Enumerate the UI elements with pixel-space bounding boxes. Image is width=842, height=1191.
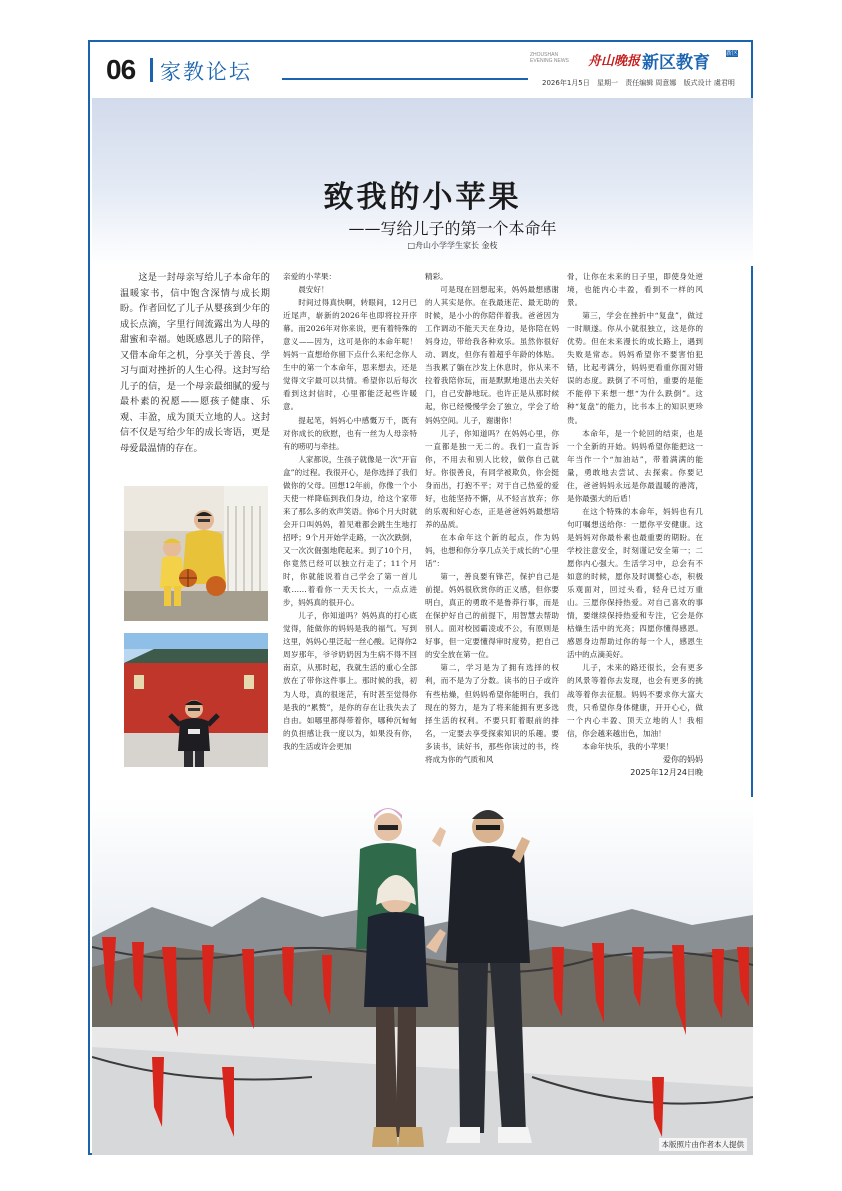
header-rule (282, 78, 528, 80)
paragraph: 时间过得真快啊，转眼间，12月已近尾声，崭新的2026年也即将拉开序幕。而2026年对你来说，更有着特殊的意义——因为，这可是你的本命年呢！妈妈一直想给你留下点什么来纪念你人生中的第一个本命年，思来想去，还是觉得文字最可以共情。希望你以后每次看到这封信时，心里都能泛起些许暖意。 (283, 298, 417, 412)
photo-father-son-basketball (124, 486, 268, 621)
paragraph: 儿子，未来的路还很长，会有更多的风景等着你去发现，也会有更多的挑战等着你去征服。妈妈不要求你大富大贵，只希望你身体健康，开开心心，做一个内心丰盈、顶天立地的人！我相信，你会越来越出色，加油！ (567, 663, 703, 738)
signoff-name: 爱你的妈妈 (663, 754, 703, 764)
paragraph: 本命年，是一个轮回的结束，也是一个全新的开始。妈妈希望你能把这一年当作一个“加油站”，带着满满的能量，勇敢地去尝试、去探索。你要记住，爸爸妈妈永远是你最温暖的港湾，是你最强大的后盾！ (567, 428, 703, 503)
masthead (530, 50, 750, 73)
photo-boy-red-wall (124, 633, 268, 767)
signoff-date: 2025年12月24日晚 (630, 767, 703, 777)
paragraph: 第三，学会在挫折中“复盘”，做过一时顺遂。你从小就很独立，这是你的优势。但在未来漫长的成长路上，遇到失败是常态。妈妈希望你不要害怕犯错，比起考满分，妈妈更看重你面对错误的态度。跌倒了不可怕，重要的是能不能停下来想一想“为什么跌倒”。这种“复盘”的能力，比书本上的知识更珍贵。 (567, 311, 703, 425)
page-header (90, 42, 751, 94)
edition-tag: 新区 (726, 50, 739, 57)
paragraph: 第一，善良要有锋芒，保护自己是前提。妈妈很欣赏你的正义感，但你要明白，真正的勇敢不是鲁莽行事，而是在保护好自己的前提下，用智慧去帮助别人。面对校园霸凌或不公，有原则是好事，但一定要懂得审时度势，把自己的安全放在第一位。 (425, 572, 559, 660)
salutation: 亲爱的小苹果： (283, 272, 337, 281)
article-column-2 (425, 270, 559, 766)
paragraph: 在本命年这个新的起点，作为妈妈，也想和你分享几点关于成长的“心里话”： (425, 532, 559, 569)
header-divider (150, 58, 153, 82)
masthead-english-2: EVENING NEWS (530, 58, 569, 64)
page-frame (88, 40, 753, 1155)
paragraph: 儿子，你知道吗？妈妈真的打心底觉得，能做你的妈妈是我的福气。写到这里，妈妈心里泛起一丝心酸。记得你2周岁那年，爷爷奶奶因为生病不得不回南京，从那时起，我就生活的重心全部放在了带你这件事上。那时候的我，初为人母，真的很迷茫，有时甚至觉得你是我的“累赘”，是你的存在让我失去了自由。如哪里都得带着你，哪种沉甸甸的负担感让我一度以为，如果没有你，我的生活或许会更加 (283, 611, 417, 751)
paragraph: 儿子，你知道吗？在妈妈心里，你一直都是独一无二的。我们一直告诉你，不用去和别人比较，做你自己就好。你很善良，有同学被欺负，你会挺身而出，打抱不平；对于自己热爱的爱好，也能坚持不懈，从不轻言放弃；你的乐观和好心态，正是爸爸妈妈最想培养的品质。 (425, 428, 559, 529)
edition-name: 新区教育 (642, 53, 710, 73)
paragraph: 第二，学习是为了拥有选择的权利，而不是为了分数。读书的日子或许有些枯燥，但妈妈希望你能明白，我们现在的努力，是为了将来能拥有更多选择生活的权利。不要只盯着眼前的排名，一定要去享受探索知识的乐趣。要多读书，读好书，那些你读过的书，终将成为你的气质和风 (425, 663, 559, 764)
paragraph: 在这个特殊的本命年，妈妈也有几句叮嘱想送给你：一愿你平安健康。这是妈妈对你最朴素也最重要的期盼。在学校注意安全，时刻谨记安全第一；二愿你内心强大。生活学习中，总会有不如意的时候，愿你及时调整心态，积极乐观面对，回过头看，轻舟已过万重山。三愿你保持热爱。对自己喜欢的事情，要继续保持热爱和专注，它会是你枯燥生活中的光亮；四愿你懂得感恩。感恩身边帮助过你的每一个人，感恩生活中的点滴美好。 (567, 506, 703, 660)
article-byline: □舟山小学学生家长 金枝 (407, 241, 498, 250)
paragraph: 人家都说，生孩子就像是一次“开盲盒”的过程。我很开心，是你选择了我们做你的父母。回想12年前，你像一个小天使一样降临到我们身边，给这个家带来了那么多的欢声笑语。你6个月大时就会开口叫妈妈，着见难都会跳生生地打招呼；9个月开始学走路，一次次跌倒，又一次次倔强地爬起来。到了10个月，你竟然已经可以独立行走了；11个月时，你就能说着自己学会了第一首儿歌……着看你一天天长大，一点点进步，妈妈真的很开心。 (283, 454, 417, 608)
article-column-1 (283, 270, 417, 753)
issue-meta (542, 78, 752, 88)
issue-weekday: 星期一 (596, 79, 618, 87)
masthead-chinese: 舟山晚报 (588, 54, 641, 69)
paragraph: 可是现在回想起来，妈妈最想感谢的人其实是你。在我最迷茫、最无助的时候，是小小的你陪伴着我。爸爸因为工作调动不能天天在身边，是你陪在妈妈身边，带给我各种欢乐。虽然你很好动、调皮，但你有着超乎年龄的体贴。当我累了躺在沙发上休息时，你从来不拉着我陪你玩，而是默默地退出去关好门，自己安静地玩。也许正是从那时候起，你已经慢慢学会了独立，学会了给妈妈空间。儿子，谢谢你！ (425, 285, 559, 425)
issue-date: 2026年1月5日 (542, 79, 590, 87)
article-lede: 这是一封母亲写给儿子本命年的温暖家书，信中饱含深情与成长期盼。作者回忆了儿子从婴孩到少年的成长点滴，字里行间流露出为人母的甜蜜和幸福。她既感恩儿子的陪伴，又借本命年之机，分享关于善良、学习与面对挫折的人生心得。这封写给儿子的信，是一个母亲最细腻的爱与最朴素的祝愿——愿孩子健康、乐观、丰盈，成为顶天立地的人。这封信不仅是写给少年的成长寄语，更是母爱最温情的存在。 (120, 272, 270, 454)
issue-editor: 责任编辑 周意娜 (625, 79, 677, 87)
masthead-english (530, 52, 569, 64)
article-title: 致我的小苹果 (323, 180, 522, 215)
photo-family-mountain (92, 797, 753, 1155)
paragraph: 精彩。 (425, 272, 448, 281)
paragraph: 提起笔，妈妈心中感慨万千，既有对你成长的欣慰，也有一丝为人母亲特有的唠叨与牵挂。 (283, 415, 417, 451)
photo-credit: 本版照片由作者本人提供 (659, 1138, 748, 1151)
section-title: 家教论坛 (160, 60, 252, 84)
paragraph: 骨，让你在未来的日子里，即使身处逆境，也能内心丰盈，看到不一样的风景。 (567, 272, 703, 308)
page-number: 06 (106, 54, 136, 85)
article-subtitle: ——写给儿子的第一个本命年 (348, 219, 557, 238)
issue-designer: 版式设计 虞君明 (683, 79, 735, 87)
article-column-3 (567, 270, 703, 779)
paragraph: 本命年快乐，我的小苹果！ (582, 741, 674, 751)
masthead-english-1: ZHOUSHAN (530, 52, 559, 58)
greeting: 晨安好！ (298, 285, 329, 295)
